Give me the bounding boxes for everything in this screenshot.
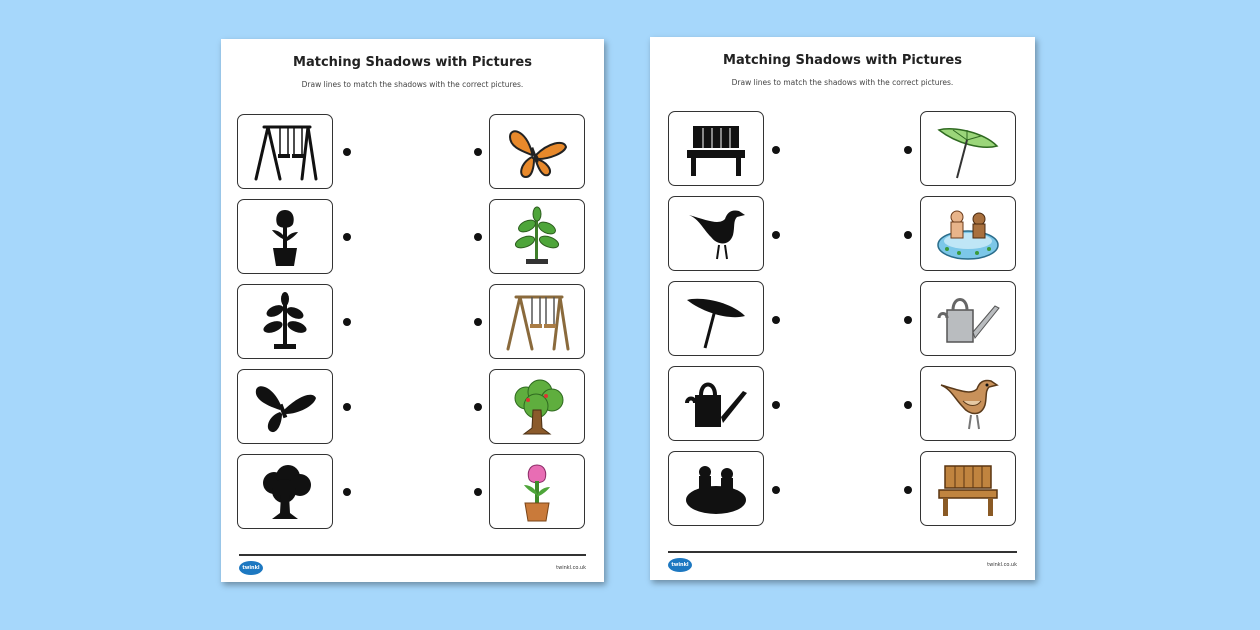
- watering-can-picture-icon: [933, 288, 1003, 350]
- match-dot[interactable]: [772, 401, 780, 409]
- match-dot[interactable]: [474, 318, 482, 326]
- butterfly-silhouette-icon: [250, 376, 320, 438]
- bench-picture-card[interactable]: [920, 451, 1016, 526]
- bird-picture-card[interactable]: [920, 366, 1016, 441]
- match-dot[interactable]: [343, 403, 351, 411]
- twinkl-logo: twinkl: [239, 561, 263, 575]
- paddling-pool-silhouette-icon: [681, 458, 751, 520]
- bird-silhouette-card[interactable]: [668, 196, 764, 271]
- match-dot[interactable]: [474, 488, 482, 496]
- umbrella-silhouette-icon: [681, 288, 751, 350]
- match-dot[interactable]: [904, 401, 912, 409]
- match-dot[interactable]: [904, 486, 912, 494]
- watering-can-silhouette-icon: [681, 373, 751, 435]
- worksheet-2: [650, 37, 1035, 580]
- paddling-pool-silhouette-card[interactable]: [668, 451, 764, 526]
- match-dot[interactable]: [474, 148, 482, 156]
- potted-flower-picture-card[interactable]: [489, 454, 585, 529]
- umbrella-picture-icon: [933, 118, 1003, 180]
- seedling-picture-card[interactable]: [489, 199, 585, 274]
- seedling-silhouette-icon: [250, 291, 320, 353]
- match-dot[interactable]: [904, 146, 912, 154]
- match-dot[interactable]: [772, 316, 780, 324]
- tree-picture-card[interactable]: [489, 369, 585, 444]
- worksheet-instructions: Draw lines to match the shadows with the correct pictures.: [301, 80, 524, 89]
- match-dot[interactable]: [904, 231, 912, 239]
- worksheet-title: Matching Shadows with Pictures: [723, 53, 962, 68]
- umbrella-silhouette-card[interactable]: [668, 281, 764, 356]
- footer-url: twinkl.co.uk: [556, 565, 586, 571]
- paddling-pool-picture-card[interactable]: [920, 196, 1016, 271]
- worksheet-1: [221, 39, 604, 582]
- butterfly-picture-icon: [502, 121, 572, 183]
- watering-can-picture-card[interactable]: [920, 281, 1016, 356]
- match-dot[interactable]: [772, 231, 780, 239]
- twinkl-logo: twinkl: [668, 558, 692, 572]
- match-dot[interactable]: [343, 148, 351, 156]
- watering-can-silhouette-card[interactable]: [668, 366, 764, 441]
- worksheet-title: Matching Shadows with Pictures: [293, 55, 532, 70]
- potted-flower-picture-icon: [502, 461, 572, 523]
- footer-url: twinkl.co.uk: [987, 562, 1017, 568]
- butterfly-silhouette-card[interactable]: [237, 369, 333, 444]
- tree-silhouette-card[interactable]: [237, 454, 333, 529]
- match-dot[interactable]: [904, 316, 912, 324]
- worksheet-instructions: Draw lines to match the shadows with the correct pictures.: [731, 78, 954, 87]
- match-dot[interactable]: [343, 233, 351, 241]
- match-dot[interactable]: [474, 233, 482, 241]
- bench-silhouette-card[interactable]: [668, 111, 764, 186]
- swing-silhouette-card[interactable]: [237, 114, 333, 189]
- match-dot[interactable]: [772, 146, 780, 154]
- footer-divider: [668, 551, 1017, 553]
- umbrella-picture-card[interactable]: [920, 111, 1016, 186]
- bench-silhouette-icon: [681, 118, 751, 180]
- seedling-picture-icon: [502, 206, 572, 268]
- swing-picture-icon: [502, 291, 572, 353]
- tree-silhouette-icon: [250, 461, 320, 523]
- potted-flower-silhouette-icon: [250, 206, 320, 268]
- footer-divider: [239, 554, 586, 556]
- match-dot[interactable]: [343, 318, 351, 326]
- match-dot[interactable]: [772, 486, 780, 494]
- swing-silhouette-icon: [250, 121, 320, 183]
- paddling-pool-picture-icon: [933, 203, 1003, 265]
- bench-picture-icon: [933, 458, 1003, 520]
- bird-silhouette-icon: [681, 203, 751, 265]
- butterfly-picture-card[interactable]: [489, 114, 585, 189]
- seedling-silhouette-card[interactable]: [237, 284, 333, 359]
- match-dot[interactable]: [343, 488, 351, 496]
- match-dot[interactable]: [474, 403, 482, 411]
- swing-picture-card[interactable]: [489, 284, 585, 359]
- tree-picture-icon: [502, 376, 572, 438]
- bird-picture-icon: [933, 373, 1003, 435]
- potted-flower-silhouette-card[interactable]: [237, 199, 333, 274]
